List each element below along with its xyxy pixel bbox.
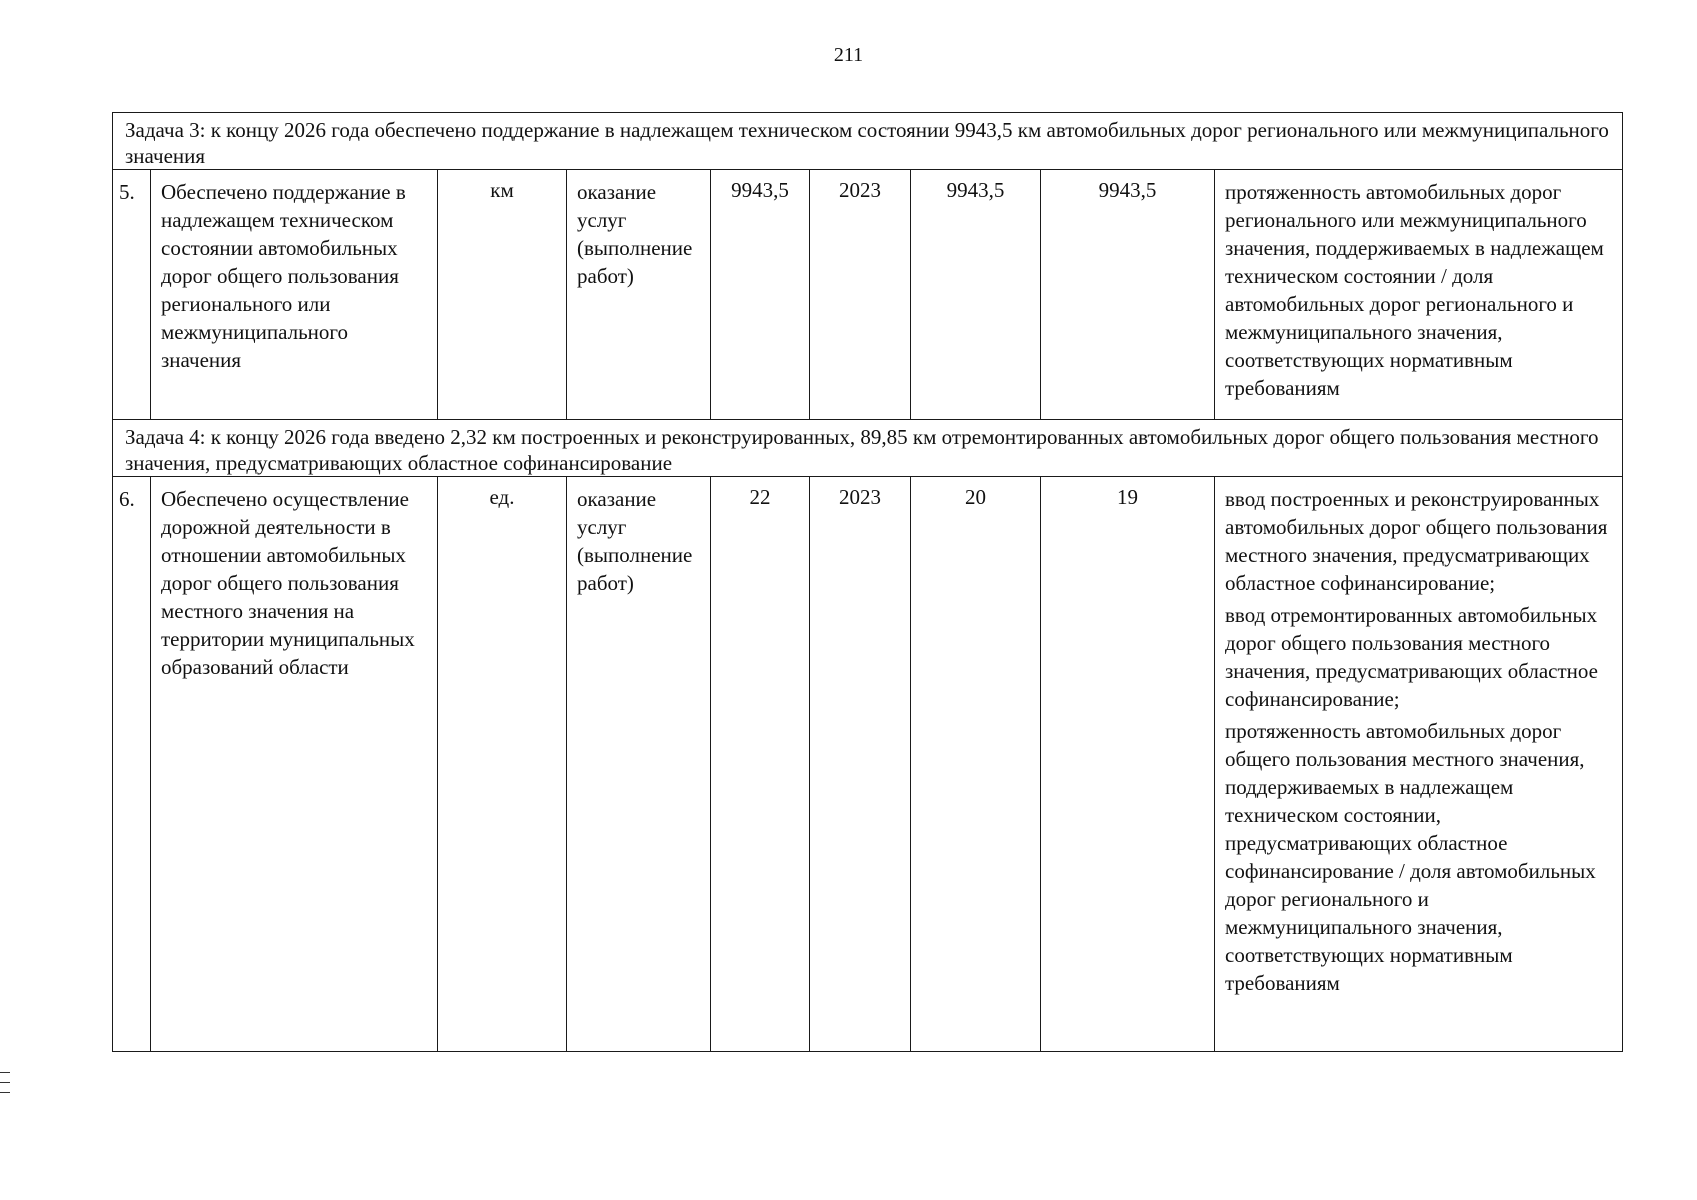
row-indicators bbox=[1215, 170, 1623, 420]
row-result-name: Обеспечено осуществление дорожной деятельности в отношении автомобильных дорог общего пользования местного значения на территории муниципальных образований области bbox=[151, 477, 438, 1052]
row-type: оказание услуг (выполнение работ) bbox=[567, 477, 711, 1052]
row-number: 5. bbox=[113, 170, 151, 420]
indicator-text: протяженность автомобильных дорог общего пользования местного значения, поддерживаемых в надлежащем техническом состоянии, предусматривающих областное софинансирование / доля автомобильных дорог регионального и межмуниципального значения, соответствующих нормативным требованиям bbox=[1225, 719, 1596, 995]
task-header-row bbox=[113, 113, 1623, 170]
row-base-value: 9943,5 bbox=[711, 170, 810, 420]
row-base-value: 22 bbox=[711, 477, 810, 1052]
task-3-title: Задача 3: к концу 2026 года обеспечено поддержание в надлежащем техническом состоянии 9943,5 км автомобильных дорог регионального или межмуниципального значения bbox=[113, 113, 1623, 170]
row-base-year: 2023 bbox=[810, 170, 911, 420]
row-value-b: 19 bbox=[1041, 477, 1215, 1052]
row-value-b: 9943,5 bbox=[1041, 170, 1215, 420]
row-unit: км bbox=[438, 170, 567, 420]
task-4-title: Задача 4: к концу 2026 года введено 2,32 км построенных и реконструированных, 89,85 км отремонтированных автомобильных дорог общего пользования местного значения, предусматривающих областное софинансирование bbox=[113, 420, 1623, 477]
table-row bbox=[113, 170, 1623, 420]
row-value-a: 20 bbox=[911, 477, 1041, 1052]
task-header-row bbox=[113, 420, 1623, 477]
row-unit: ед. bbox=[438, 477, 567, 1052]
indicator-text: ввод отремонтированных автомобильных дорог общего пользования местного значения, предусматривающих областное софинансирование; bbox=[1225, 603, 1598, 711]
page-number: 211 bbox=[833, 44, 864, 66]
table-row bbox=[113, 477, 1623, 1052]
row-number: 6. bbox=[113, 477, 151, 1052]
row-type: оказание услуг (выполнение работ) bbox=[567, 170, 711, 420]
row-value-a: 9943,5 bbox=[911, 170, 1041, 420]
row-base-year: 2023 bbox=[810, 477, 911, 1052]
indicator-text: ввод построенных и реконструированных автомобильных дорог общего пользования местного значения, предусматривающих областное софинансирование; bbox=[1225, 487, 1608, 595]
row-result-name: Обеспечено поддержание в надлежащем техническом состоянии автомобильных дорог общего пользования регионального или межмуниципального значения bbox=[151, 170, 438, 420]
plan-table bbox=[112, 112, 1623, 1052]
row-indicators bbox=[1215, 477, 1623, 1052]
scan-margin-marks bbox=[0, 1072, 10, 1102]
indicator-text: протяженность автомобильных дорог регионального или межмуниципального значения, поддерживаемых в надлежащем техническом состоянии / доля автомобильных дорог регионального и межмуниципального значения, соответствующих нормативным требованиям bbox=[1225, 180, 1604, 400]
